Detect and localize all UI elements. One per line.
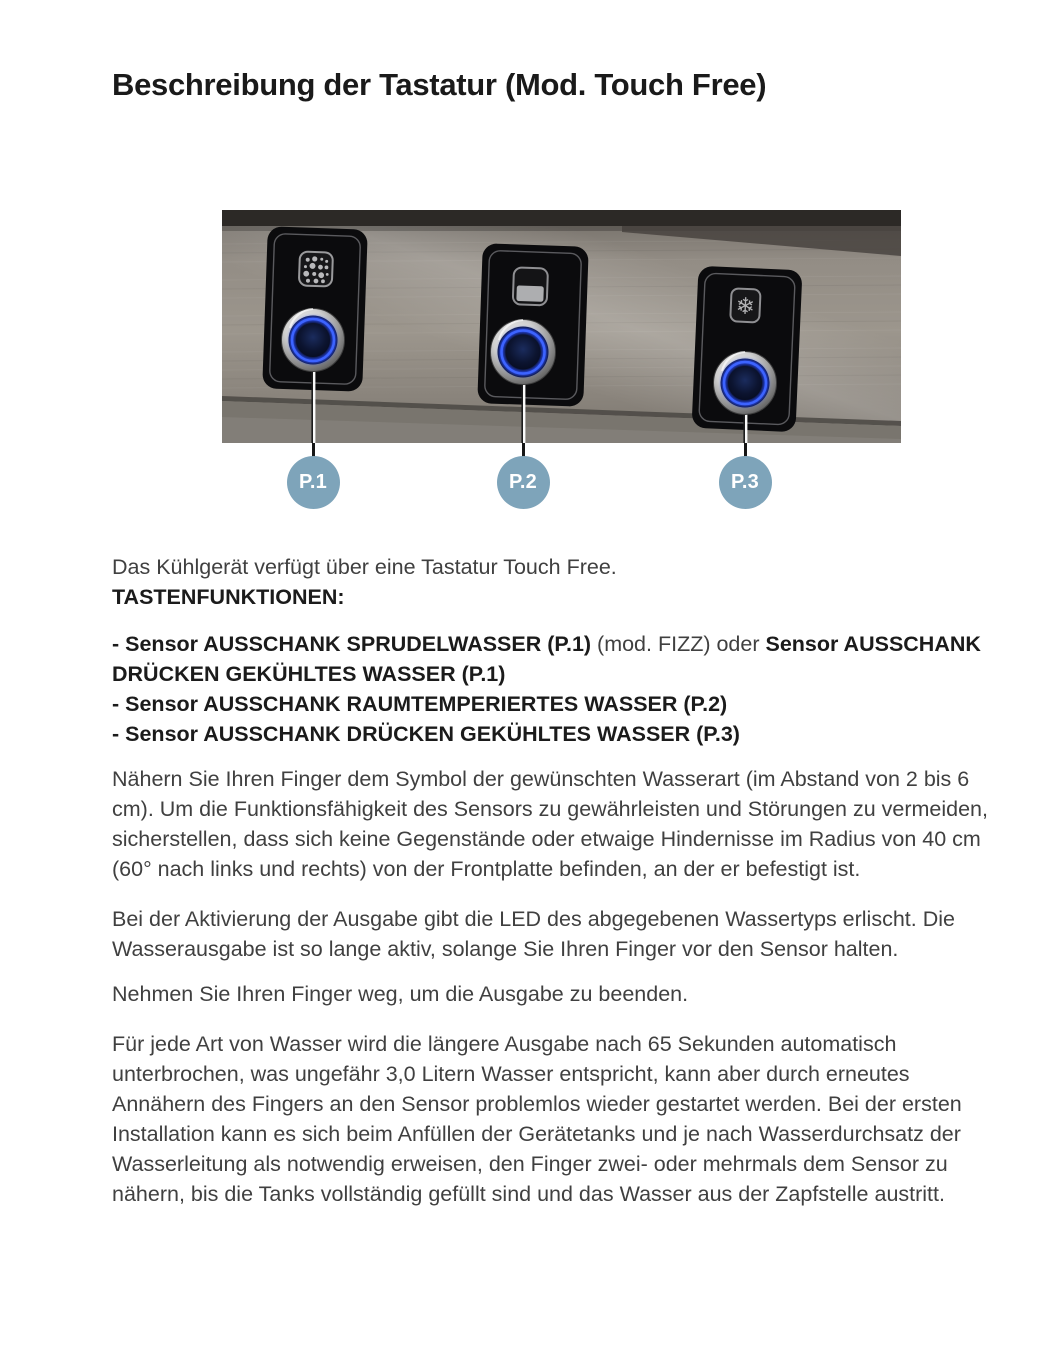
page-title: Beschreibung der Tastatur (Mod. Touch Free): [112, 66, 767, 102]
sensor-item-1-bold-a: - Sensor AUSSCHANK SPRUDELWASSER (P.1): [112, 632, 598, 656]
still-water-icon: [513, 267, 548, 305]
callout-label: P.2: [508, 471, 538, 493]
housing-top-edge: [222, 210, 901, 226]
sensor-item-1-regular: (mod. FIZZ) oder: [597, 632, 766, 656]
paragraph-stop-dispense: Nehmen Sie Ihren Finger weg, um die Ausgabe zu beenden.: [112, 982, 689, 1006]
callout-label: P.3: [730, 471, 760, 493]
callout-badge-p2: [497, 456, 550, 509]
sensor-item-2: - Sensor AUSSCHANK RAUMTEMPERIERTES WASSER (P.2): [112, 692, 728, 716]
sensor-item-3: - Sensor AUSSCHANK DRÜCKEN GEKÜHLTES WASSER (P.3): [112, 722, 740, 746]
callout-connector-2: [522, 443, 525, 457]
svg-text:❄: ❄: [735, 293, 756, 321]
body-text: [112, 540, 988, 1209]
paragraph-sensor-usage: Nähern Sie Ihren Finger dem Symbol der gewünschten Wasserart (im Abstand von 2 bis 6 cm). Um die Funktionsfähigkeit des Sensors zu gewährleisten und Störungen zu vermeiden, sicherstellen, dass sich keine Gegenstände oder etwaige Hindernisse im Radius von 40 cm (60° nach links und rechts) von der Frontplatte befinden, an der er befestigt ist.: [112, 767, 988, 881]
sparkling-water-bubbles-icon: [299, 251, 333, 286]
callout-label: P.1: [298, 471, 328, 493]
sensor-item-1-bold-b: Sensor AUSSCHANK DRÜCKEN GEKÜHLTES WASSER (P.1): [112, 632, 981, 686]
sensor-button-3: [714, 352, 777, 415]
callout-badge-p1: [287, 456, 340, 509]
intro-paragraph: Das Kühlgerät verfügt über eine Tastatur Touch Free.: [112, 555, 617, 579]
callout-badge-p3: [719, 456, 772, 509]
paragraph-led-behavior: Bei der Aktivierung der Ausgabe gibt die LED des abgegebenen Wassertyps erlischt. Die Wasserausgabe ist so lange aktiv, solange Sie Ihren Finger vor den Sensor halten.: [112, 907, 955, 961]
paragraph-auto-timeout: Für jede Art von Wasser wird die längere Ausgabe nach 65 Sekunden automatisch unterbrochen, was ungefähr 3,0 Litern Wasser entspricht, kann aber durch erneutes Annähern des Fingers an den Sensor problemlos wieder gestartet werden. Bei der ersten Installation kann es sich beim Anfüllen der Gerätetanks und je nach Wasserdurchsatz der Wasserleitung als notwendig erweisen, den Finger zwei- oder mehrmals dem Sensor zu nähern, bis die Tanks vollständig gefüllt sind und das Wasser aus der Zapfstelle austritt.: [112, 1032, 962, 1206]
sensor-button-2: [491, 320, 556, 385]
keypad-photo: [222, 210, 901, 443]
callout-connector-3: [744, 443, 747, 457]
sensor-function-list: [112, 629, 988, 749]
cold-water-snowflake-icon: [730, 288, 760, 322]
sensor-button-1: [282, 309, 345, 372]
keypad-photo-svg: [222, 210, 901, 443]
functions-heading: TASTENFUNKTIONEN:: [112, 585, 345, 609]
callout-connector-1: [312, 443, 315, 457]
